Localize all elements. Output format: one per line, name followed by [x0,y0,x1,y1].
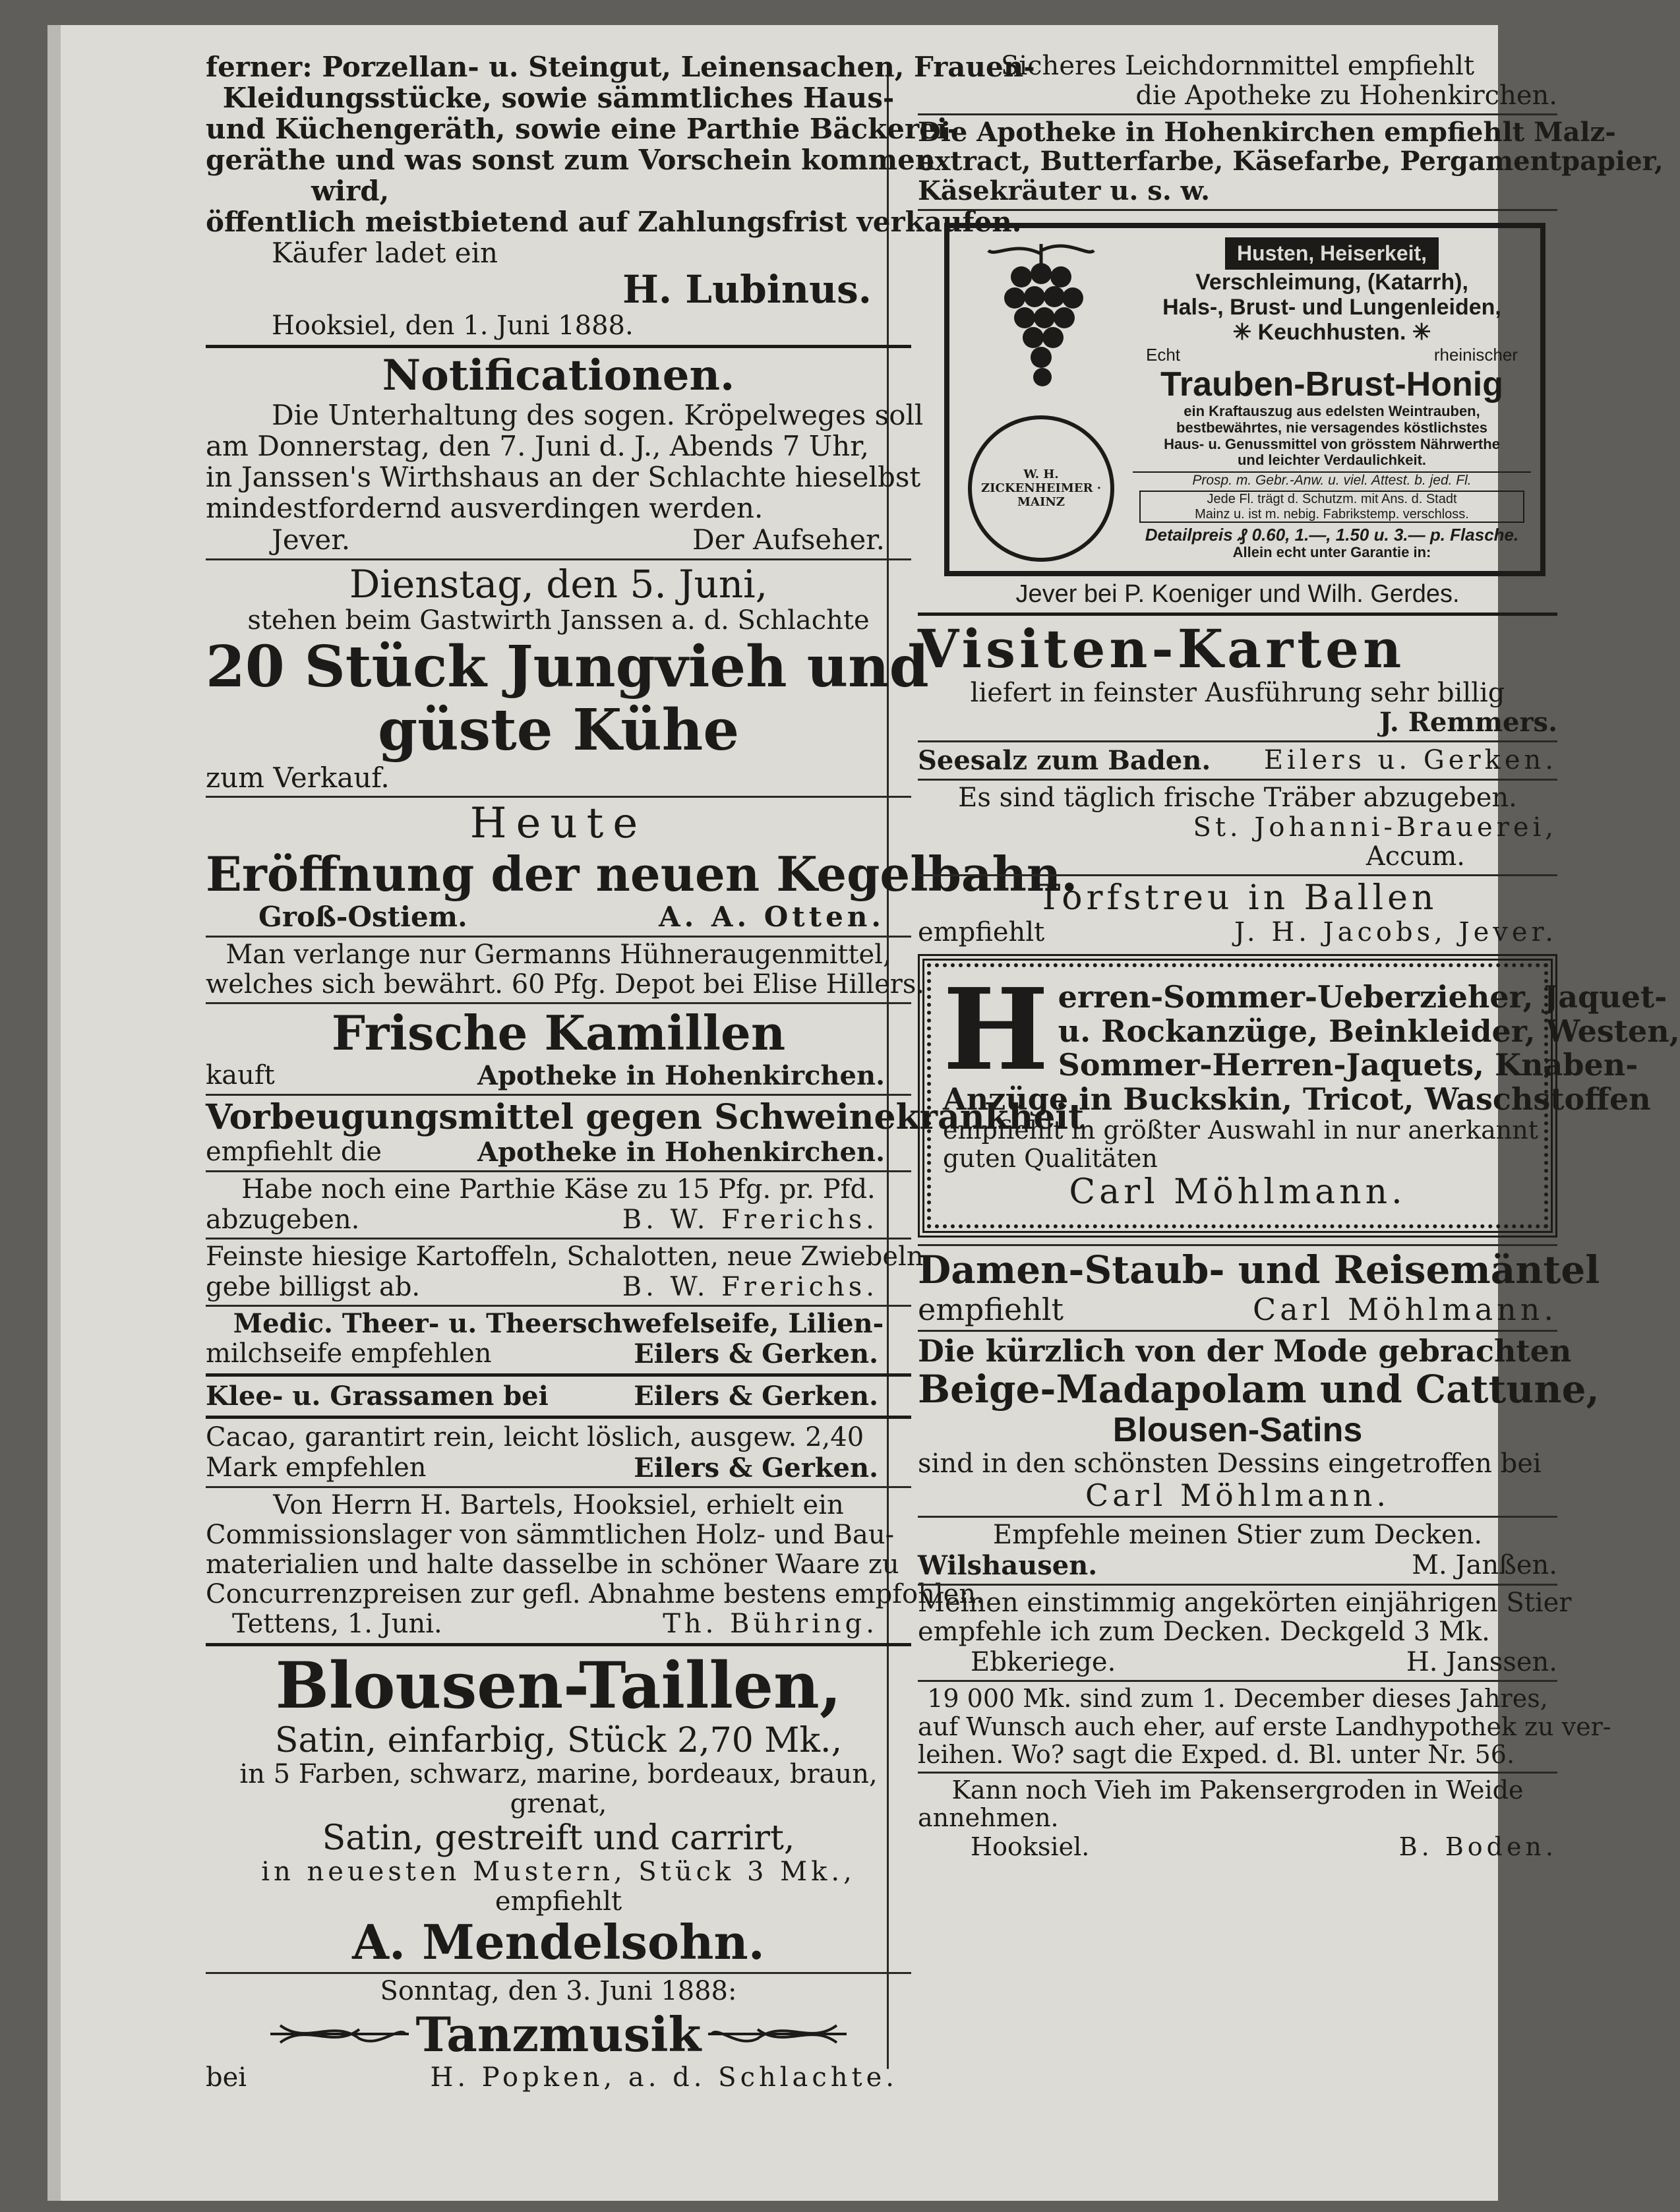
cattle-date: Dienstag, den 5. Juni, [349,561,768,607]
ad-visiten [918,617,1557,738]
honey-echt-row [1133,345,1531,365]
notif-heading: Notificationen. [382,350,735,400]
traeber-line: Accum. [1365,841,1465,872]
wood-line: materialien und halte dasselbe in schöner Waare zu [206,1549,899,1580]
potatoes-row [206,1272,911,1302]
herren-line: u. Rockanzüge, Beinkleider, Westen, [1058,1013,1680,1049]
blouse-title: Blousen-Taillen, [275,1648,842,1723]
blouse-line: in 5 Farben, schwarz, marine, bordeaux, braun, [239,1759,878,1790]
herren-line: empfiehlt in größter Auswahl in nur anerkannt [943,1116,1539,1145]
ad-corn-remedy [206,940,925,1000]
kegel-title: Eröffnung der neuen Kegelbahn. [206,845,1078,902]
potatoes-left: gebe billigst ab. [206,1271,421,1302]
torf-left: empfiehlt [918,917,1045,948]
money-line: auf Wunsch auch eher, auf erste Landhypothek zu ver- [918,1712,1611,1741]
ad-cacao [206,1423,911,1483]
blouse-line: grenat, [510,1788,607,1819]
soap-right: Eilers & Gerken. [634,1338,878,1370]
grape-icon [975,237,1107,396]
damen-row [918,1292,1557,1327]
dance-row [206,2062,911,2093]
ad-cattle [206,561,929,794]
honey-prosp: Prosp. m. Gebr.-Anw. u. viel. Attest. b. jed. Fl. [1133,471,1531,489]
rule [918,1584,1557,1586]
malt-line: Die Apotheke in Hohenkirchen empfiehlt Malz- [918,116,1616,148]
honey-line: Hals-, Brust- und Lungenleiden, [1162,295,1501,320]
vieh-line: Kann noch Vieh im Pakensergroden in Weide [951,1775,1524,1805]
cheese-right: B. W. Frerichs. [622,1204,878,1235]
rule [918,779,1557,781]
beige-signer: Carl Möhlmann. [1085,1478,1390,1514]
money-line: leihen. Wo? sagt die Exped. d. Bl. unter Nr. 56. [918,1740,1515,1770]
cattle-tail: zum Verkauf. [206,762,390,794]
dance-right: H. Popken, a. d. Schlachte. [430,2062,898,2093]
blouse-line: empfiehlt [495,1886,622,1917]
honey-line: ✳ Keuchhusten. ✳ [1232,320,1431,345]
stier-left: Wilshausen. [918,1549,1098,1581]
notif-place: Jever. [272,523,351,556]
kamillen-right: Apotheke in Hohenkirchen. [477,1060,885,1091]
notif-line: Die Unterhaltung des sogen. Kröpelweges soll [272,398,924,431]
beige-sub: Blousen-Satins [1112,1411,1363,1450]
auction-line: wird, [311,175,390,208]
stier2-line: empfehle ich zum Decken. Deckgeld 3 Mk. [918,1617,1490,1648]
kamillen-left: kauft [206,1060,275,1091]
ad-thorn [918,51,1557,111]
thorn-line: Sicheres Leichdornmittel empfiehlt [1000,51,1475,81]
rule [206,1238,911,1240]
ad-kamillen [206,1007,911,1091]
stier2-line: Meinen einstimmig angekörten einjährigen Stier [918,1587,1572,1618]
rule [206,558,911,560]
ad-traeber [918,783,1557,872]
beige-line: Die kürzlich von der Mode gebrachten [918,1332,1572,1369]
honey-brand: Trauben-Brust-Honig [1160,365,1503,404]
kegel-place: Groß-Ostiem. [258,901,467,934]
seesalz-right: Eilers u. Gerken. [1263,744,1557,775]
vieh-right: B. Boden. [1398,1832,1557,1861]
cattle-line: stehen beim Gastwirth Janssen a. d. Schlachte [247,605,870,636]
swine-left: empfiehlt die [206,1136,382,1167]
rule [206,1373,911,1377]
vieh-row [918,1832,1557,1861]
right-column [918,51,1680,1861]
blouse-line: in neuesten Mustern, Stück 3 Mk., [261,1856,856,1887]
ad-dance [206,1977,911,2093]
notif-line: in Janssen's Wirthshaus an der Schlachte hieselbst [206,460,921,493]
traeber-line: Es sind täglich frische Träber abzugeben. [958,782,1517,813]
honey-trademark: Jede Fl. trägt d. Schutzm. mit Ans. d. Stadt [1207,492,1457,507]
honey-desc: Haus- u. Genussmittel von grösstem Nährwerthe [1164,435,1500,452]
honey-desc: und leichter Verdaulichkeit. [1237,452,1427,469]
rule [918,113,1557,115]
ornament-left-icon [267,2019,412,2049]
cattle-big2: güste Kühe [377,696,740,763]
swine-row [206,1137,911,1168]
dance-date: Sonntag, den 3. Juni 1888: [380,1976,737,2007]
auction-line: öffentlich meistbietend auf Zahlungsfrist verkaufen. [206,206,1022,239]
ad-beige [918,1332,1600,1514]
auction-buyers: Käufer ladet ein [272,237,498,270]
rule [206,1643,911,1646]
honey-trademark-box [1139,491,1524,523]
vieh-line: annehmen. [918,1803,1059,1833]
damen-title: Damen-Staub- und Reisemäntel [918,1247,1600,1292]
rule [206,1305,911,1307]
honey-line: Verschleimung, (Katarrh), [1195,269,1468,295]
money-line: 19 000 Mk. sind zum 1. December dieses Jahres, [927,1684,1548,1714]
malt-line: extract, Butterfarbe, Käsefarbe, Pergamentpapier, [918,146,1664,177]
herren-signer: Carl Möhlmann. [1069,1172,1406,1212]
rule [918,1516,1557,1518]
herren-dropcap: H [943,964,1049,1096]
auction-date: Hooksiel, den 1. Juni 1888. [272,311,634,342]
ad-blouse [206,1650,911,1969]
soap-line: Medic. Theer- u. Theerschwefelseife, Lilien- [233,1307,884,1339]
auction-line: geräthe und was sonst zum Vorschein kommen [206,144,936,177]
ad-notifications [206,350,924,556]
rule [918,740,1557,742]
notif-signer: Der Aufseher. [692,523,885,556]
stier-right: M. Janßen. [1412,1549,1557,1580]
notif-line: mindestfordernd ausverdingen werden. [206,491,764,524]
cheese-line: Habe noch eine Parthie Käse zu 15 Pfg. pr. Pfd. [241,1174,876,1205]
herren-line: erren-Sommer-Ueberzieher, Jaquet- [1058,979,1667,1015]
cheese-row [206,1205,911,1235]
visit-text [918,617,1557,738]
kegel-heute: Heute [469,799,647,849]
seeds-row [206,1381,911,1412]
wood-sign-row [206,1609,911,1639]
torf-title: Torfstreu in Ballen [1037,878,1438,918]
notif-sign-row [206,523,911,556]
potatoes-line: Feinste hiesige Kartoffeln, Schalotten, neue Zwiebeln [206,1241,924,1272]
torf-row [918,917,1557,947]
cattle-big1: 20 Stück Jungvieh und [206,633,929,700]
rule [918,874,1557,876]
cacao-line: Cacao, garantirt rein, leicht löslich, ausgew. 2,40 [206,1422,864,1453]
seal-text: W. H. ZICKENHEIMER · MAINZ [981,467,1101,510]
rule [918,613,1557,616]
kamillen-row [206,1060,911,1091]
kegel-sign-row [206,901,911,933]
page-spine [47,25,61,2201]
rule [918,209,1557,211]
ad-damen [918,1247,1600,1327]
soap-row [206,1338,911,1369]
honey-text [1124,237,1531,562]
auction-line: Kleidungsstücke, sowie sämmtliches Haus- [222,82,895,115]
rule [206,1972,911,1974]
visit-block [918,617,1557,738]
honey-desc: ein Kraftauszug aus edelsten Weintrauben, [1184,403,1480,420]
stier2-right: H. Janssen. [1406,1647,1557,1678]
stier-line: Empfehle meinen Stier zum Decken. [992,1519,1483,1550]
rule [206,1094,911,1096]
seesalz-left: Seesalz zum Baden. [918,744,1211,776]
visit-signer: J. Remmers. [1379,706,1557,738]
rule [918,1330,1557,1332]
kamillen-title: Frische Kamillen [331,1005,786,1061]
wood-signer: Th. Bühring. [663,1609,878,1640]
cacao-left: Mark empfehlen [206,1452,427,1483]
thorn-line: die Apotheke zu Hohenkirchen. [1135,80,1557,111]
ad-honey-box [944,223,1545,576]
stier-row [918,1550,1557,1581]
damen-left: empfiehlt [918,1291,1064,1327]
auction-line: und Küchengeräth, sowie eine Parthie Bäckerei- [206,113,959,146]
ad-seeds [206,1381,911,1412]
rule [206,1486,911,1488]
blouse-line: Satin, gestreift und carrirt, [322,1818,795,1858]
herren-line: Anzüge in Buckskin, Tricot, Waschstoffen [943,1081,1651,1117]
potatoes-right: B. W. Frerichs. [622,1271,878,1302]
ad-wood [206,1490,984,1640]
honey-guarantee: Allein echt unter Garantie in: [1232,544,1431,561]
ad-malt [918,116,1664,207]
torf-right: J. H. Jacobs, Jever. [1234,917,1557,948]
wood-line: Concurrenzpreisen zur gefl. Abnahme bestens empfohlen. [206,1578,984,1609]
notif-line: am Donnerstag, den 7. Juni d. J., Abends 7 Uhr, [206,429,870,462]
swine-right: Apotheke in Hohenkirchen. [477,1136,885,1168]
visit-line: liefert in feinster Ausführung sehr billig [970,678,1505,709]
wood-place: Tettens, 1. Juni. [232,1609,442,1640]
traeber-line: St. Johanni-Brauerei, [1193,812,1557,843]
cheese-left: abzugeben. [206,1204,360,1235]
ornament-right-icon [705,2019,850,2049]
honey-trademark: Mainz u. ist m. nebig. Fabrikstemp. verschloss. [1195,506,1469,522]
dance-title-row [206,2006,911,2062]
malt-line: Käsekräuter u. s. w. [918,175,1211,207]
corn-line: welches sich bewährt. 60 Pfg. Depot bei Elise Hillers. [206,969,925,1000]
corn-line: Man verlange nur Germanns Hühneraugenmittel, [225,940,891,971]
soap-left: milchseife empfehlen [206,1338,492,1369]
seeds-right: Eilers & Gerken. [634,1381,878,1412]
beige-title: Beige-Madapolam und Cattune, [918,1367,1600,1412]
honey-price: Detailpreis ₰ 0.60, 1.—, 1.50 u. 3.— p. Flasche. [1145,525,1519,545]
auction-signer: H. Lubinus. [622,267,872,313]
rule [918,1244,1557,1246]
ad-vieh [918,1776,1557,1861]
ad-stier [918,1520,1557,1581]
cacao-right: Eilers & Gerken. [634,1452,878,1484]
zickenheimer-seal [968,415,1114,562]
cacao-row [206,1452,911,1483]
visit-title: Visiten-Karten [918,617,1406,680]
honey-rhein: rheinischer [1433,345,1518,365]
rule [206,796,911,798]
rule [206,1170,911,1172]
wood-line: Von Herrn H. Bartels, Hooksiel, erhielt ein [273,1490,844,1521]
stier2-left: Ebkeriege. [971,1647,1116,1678]
ad-stier2 [918,1587,1572,1678]
honey-tag: Husten, Heiserkeit, [1225,237,1439,270]
kegel-signer: A. A. Otten. [659,901,885,934]
ad-potatoes [206,1241,924,1302]
ad-herren-frame [918,954,1680,1237]
honey-desc: bestbewährtes, nie versagendes köstlichstes [1176,419,1487,436]
ad-money [918,1684,1611,1770]
honey-dealers: Jever bei P. Koeniger und Wilh. Gerdes. [1015,580,1460,608]
stier2-row [918,1647,1557,1677]
herren-line: guten Qualitäten [943,1143,1158,1173]
herren-line: Sommer-Herren-Jaquets, Knaben- [1058,1047,1638,1083]
wood-line: Commissionslager von sämmtlichen Holz- und Bau- [206,1519,895,1550]
rule [918,1680,1557,1682]
seeds-left: Klee- u. Grassamen bei [206,1381,549,1412]
ad-soap [206,1309,911,1370]
ad-torf [918,879,1557,947]
honey-seal-area [959,237,1124,562]
auction-line: ferner: Porzellan- u. Steingut, Leinensachen, Frauen- [206,51,1035,83]
rule [206,345,911,348]
vieh-left: Hooksiel. [971,1832,1090,1861]
dance-left: bei [206,2062,247,2093]
damen-right: Carl Möhlmann. [1253,1291,1557,1327]
beige-line: sind in den schönsten Dessins eingetroffen bei [918,1449,1542,1480]
ad-seesalz [918,745,1557,776]
blouse-line: Satin, einfarbig, Stück 2,70 Mk., [274,1720,843,1760]
dance-title: Tanzmusik [415,2006,702,2062]
ad-auction [206,51,1035,342]
swine-title: Vorbeugungsmittel gegen Schweinekrankheit [206,1096,1085,1137]
rule [206,1416,911,1419]
rule [206,936,911,938]
ad-cheese [206,1175,911,1235]
honey-echt: Echt [1146,345,1181,365]
rule [206,1002,911,1004]
rule [918,1772,1557,1774]
newspaper-page [47,25,1680,2201]
blouse-signer: A. Mendelsohn. [352,1914,765,1971]
